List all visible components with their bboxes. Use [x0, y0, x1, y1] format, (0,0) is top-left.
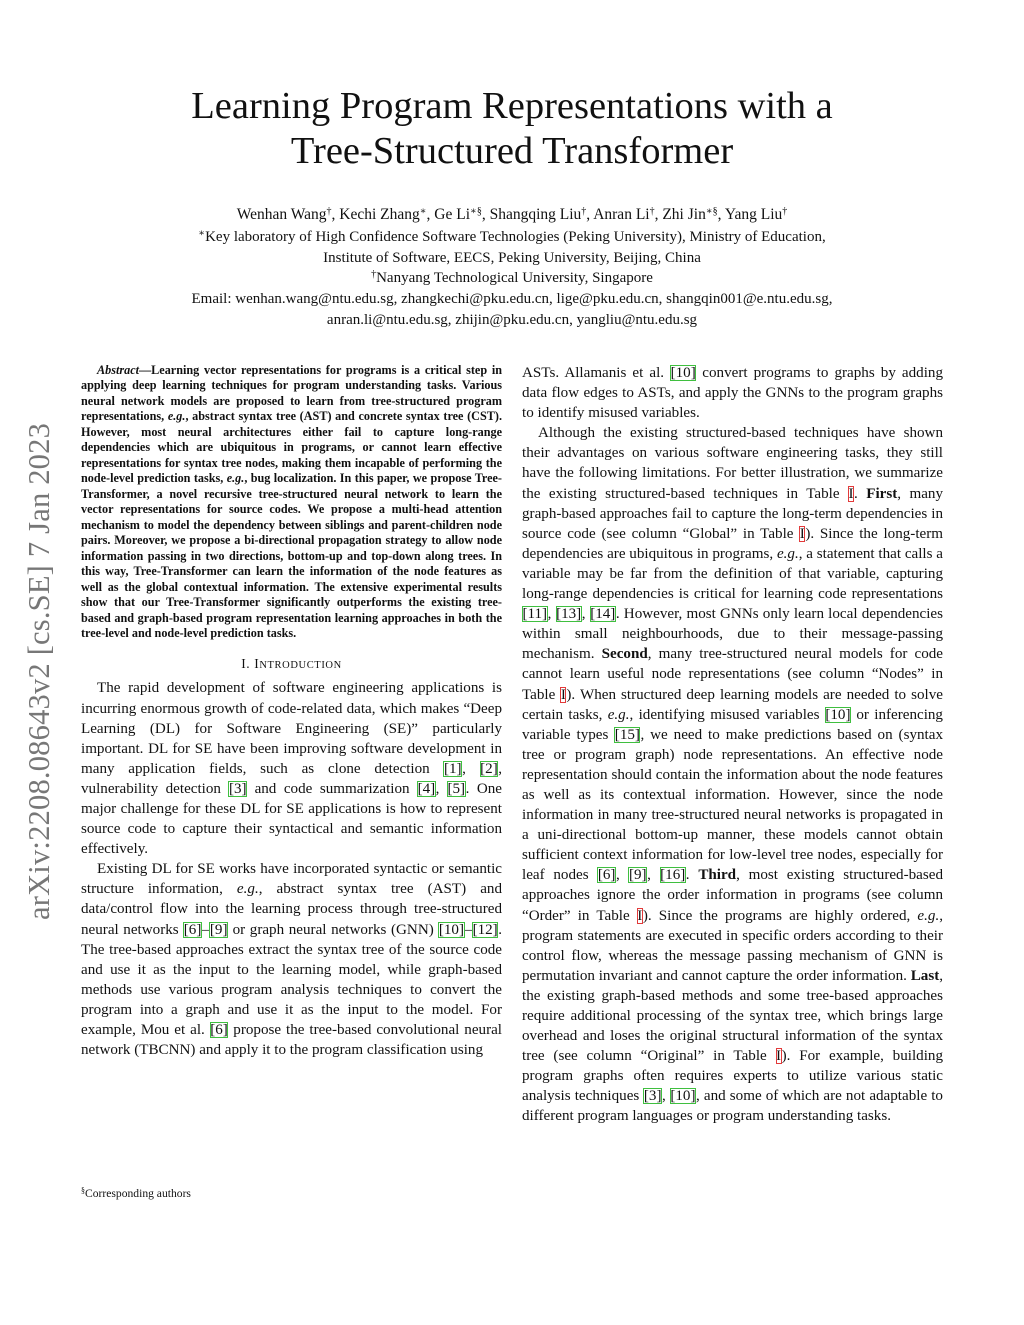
citation-link[interactable]: [3] [228, 780, 247, 797]
citation-link[interactable]: [2] [480, 760, 498, 777]
citation-link[interactable]: [10] [670, 1088, 696, 1105]
right-column [522, 363, 943, 1127]
citation-link[interactable]: [6] [183, 921, 202, 938]
table-ref-link[interactable]: I [776, 1048, 782, 1065]
affiliation-pku: ∗Key laboratory of High Confidence Software Technologies (Peking University), Ministry of Education, [198, 228, 826, 245]
author: Zhi Jin∗§, [662, 206, 725, 223]
citation-link[interactable]: [13] [556, 606, 582, 623]
affiliation-pku-2: Institute of Software, EECS, Peking University, Beijing, China [323, 249, 701, 266]
table-ref-link[interactable]: I [560, 686, 566, 703]
left-column [81, 363, 502, 1060]
citation-link[interactable]: [10] [438, 921, 465, 938]
paper-title [100, 84, 924, 174]
title-line-1: Learning Program Representations with a [191, 85, 833, 127]
intro-paragraph-2: Existing DL for SE works have incorporated syntactic or semantic structure information, e.g., abstract syntax tree (AST) and data/control flow into the learning process through tree-structured neural networks [6]–[9] or graph neural networks (GNN) [10]–[12]. The tree-based approaches extract the syntax tree of the source code and use it as the input to the learning model, while graph-based methods use various program analysis techniques to convert the program into a graph and use it as the input to the model. For example, Mou et al. [6] propose the tree-based convolutional neural network (TBCNN) and apply it to the program classification using [81, 861, 502, 1059]
citation-link[interactable]: [9] [628, 867, 647, 884]
section-heading-introduction: I. INTRODUCTION [241, 656, 342, 672]
intro-paragraph-1: The rapid development of software engineering applications is incurring enormous growth of code-related data, which makes “Deep Learning (DL) for Software Engineering (SE)” particularly important. DL for SE have been improving software development in many application fields, such as clone detection [1], [2], vulnerability detection [3] and code summarization [4], [5]. One major challenge for these DL for SE applications is how to represent source code to capture their syntactical and semantic information effectively. [81, 680, 503, 858]
title-line-2: Tree-Structured Transformer [290, 130, 734, 172]
author-list [80, 203, 944, 226]
arxiv-stamp [8, 378, 72, 964]
table-ref-link[interactable]: I [848, 485, 854, 502]
citation-link[interactable]: [10] [670, 365, 696, 381]
author: Shangqing Liu†, [489, 206, 594, 223]
citation-link[interactable]: [4] [417, 780, 436, 797]
email-line-1: Email: wenhan.wang@ntu.edu.sg, zhangkechi@pku.edu.cn, lige@pku.edu.cn, shangqin001@e.ntu.edu.sg, [191, 291, 833, 308]
citation-link[interactable]: [9] [209, 921, 228, 938]
table-ref-link[interactable]: I [799, 525, 805, 542]
author: Kechi Zhang∗, [339, 206, 435, 223]
intro-paragraph-4: Although the existing structured-based techniques have shown their advantages on various software engineering tasks, they still have the following limitations. For better illustration, we summarize the existing structured-based techniques in Table I. First, many graph-based approaches fail to capture the long-term dependencies in source code (see column “Global” in Table I). Since the long-term dependencies are ubiquitous in programs, e.g., a statement that calls a variable may be far from the definition of that variable, capturing long-range dependencies is critical for learning code representations [11], [13], [14]. However, most GNNs only learn local dependencies within small neighbourhoods, due to their message-passing mechanism. Second, many tree-structured neural models for code cannot learn useful node representations (see column “Nodes” in Table I). When structured deep learning models are needed to solve certain tasks, e.g., identifying misused variables [10] or inferencing variable types [15], we need to make predictions based on (syntax tree or program graph) node representations. An effective node representation should contain the information about the node features as well as its contextual information. However, since the node information in many tree-structured neural networks is propagated in a uni-directional bottom-up manner, these models cannot obtain sufficient context information for low-level tree nodes, especially for leaf nodes [6], [9], [16]. Third, most existing structured-based approaches ignore the order information in programs (see column “Order” in Table I). Since the programs are highly ordered, e.g., program statements are executed in specific orders according to their control flow, whereas the message passing mechanism of GNN is permutation invariant and cannot capture the order information. Last, the existing graph-based methods and some tree-based approaches require additional processing of the syntax tree, which brings large overhead and loses the original structural information of the syntax tree (see column “Original” in Table I). For example, building program graphs often requires experts to utilize various static analysis techniques [3], [10], and some of which are not adaptable to different program languages or program understanding tasks. [522, 425, 943, 1125]
author-block [80, 203, 944, 331]
author: Ge Li∗§, [434, 206, 490, 223]
email-line-2: anran.li@ntu.edu.sg, zhijin@pku.edu.cn, yangliu@ntu.edu.sg [326, 311, 698, 328]
affiliation-ntu: †Nanyang Technological University, Singapore [371, 269, 653, 287]
author: Yang Liu† [724, 206, 788, 223]
arxiv-stamp-text: arXiv:2208.08643v2 [cs.SE] 7 Jan 2023 [22, 422, 57, 920]
citation-link[interactable]: [1] [443, 760, 462, 777]
citation-link[interactable]: [6] [210, 1022, 228, 1039]
intro-paragraph-3: ASTs. Allamanis et al. [10] convert programs to graphs by adding data flow edges to ASTs, and apply the GNNs to the program graphs to identify misused variables. [522, 365, 943, 422]
citation-link[interactable]: [15] [614, 726, 640, 743]
author: Anran Li†, [593, 206, 663, 223]
citation-link[interactable]: [6] [597, 867, 616, 884]
citation-link[interactable]: [16] [660, 867, 686, 884]
author: Wenhan Wang†, [236, 206, 340, 223]
citation-link[interactable]: [12] [472, 921, 498, 938]
table-ref-link[interactable]: I [637, 907, 643, 924]
citation-link[interactable]: [5] [447, 780, 466, 797]
abstract: Abstract—Learning vector representations for programs is a critical step in applying deep learning techniques for program understanding tasks. Various neural network models are proposed to learn from tree-structured program representations, e.g., abstract syntax tree (AST) and concrete syntax tree (CST). However, most neural architectures either fail to capture long-range dependencies which are ubiquitous in programs, or cannot learn effective representations for syntax tree nodes, making them incapable of performing the node-level prediction tasks, e.g., bug localization. In this paper, we propose Tree-Transformer, a novel recursive tree-structured neural network to learn the vector representations for source codes. We propose a multi-head attention mechanism to model the dependency between siblings and parent-children node pairs. Moreover, we propose a bi-directional propagation strategy to allow node information passing in two directions, bottom-up and top-down along trees. In this way, Tree-Transformer can learn the information of the node features as well as the global contextual information. The extensive experimental results show that our Tree-Transformer significantly outperforms the existing tree-based and graph-based program representation learning approaches in both the tree-level and node-level prediction tasks. [81, 363, 502, 640]
citation-link[interactable]: [11] [522, 606, 548, 623]
footnote-corresponding: §Corresponding authors [81, 1186, 191, 1200]
citation-link[interactable]: [14] [590, 606, 616, 623]
citation-link[interactable]: [3] [643, 1088, 662, 1105]
citation-link[interactable]: [10] [825, 706, 851, 723]
